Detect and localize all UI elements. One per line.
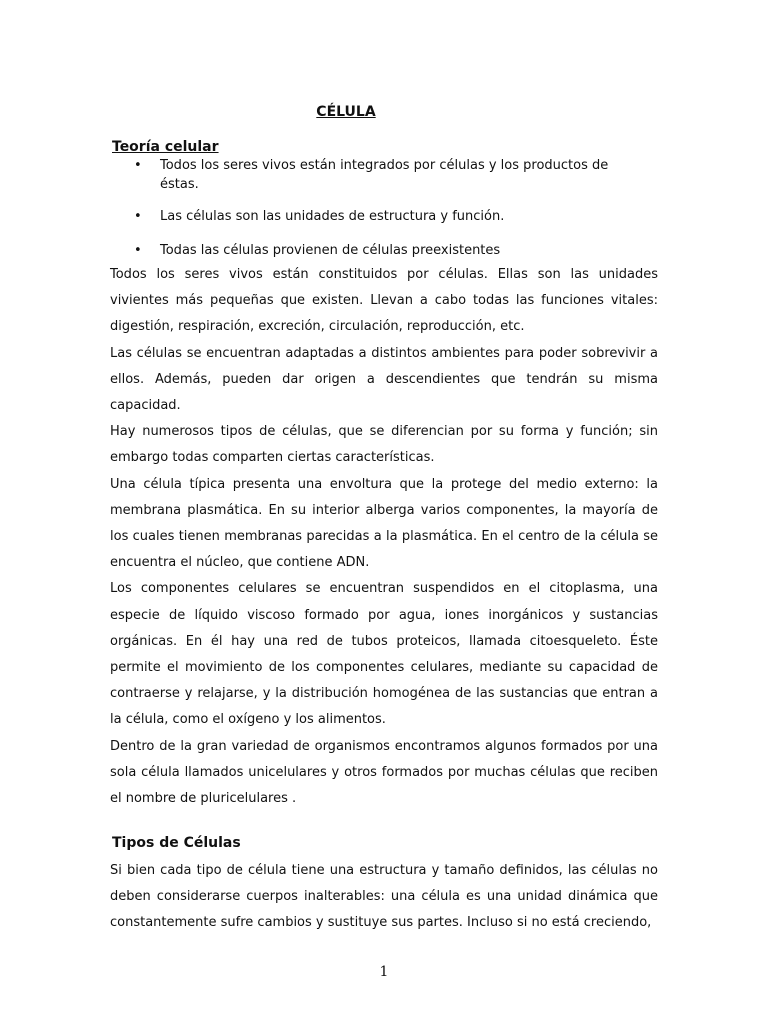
paragraph: Todos los seres vivos están constituidos por células. Ellas son las unidades vivientes más pequeñas que existen. Llevan a cabo todas las funciones vitales: digestión, respiración, excreción, circulación, reproducción, etc. xyxy=(110,267,658,335)
bullet-list xyxy=(130,156,640,275)
list-item xyxy=(130,156,640,194)
section-heading-tipos-de-celulas: Tipos de Células xyxy=(112,835,241,851)
section-heading-teoria-celular: Teoría celular xyxy=(112,139,219,155)
paragraph: Dentro de la gran variedad de organismos encontramos algunos formados por una sola célula llamados unicelulares y otros formados por muchas células que reciben el nombre de pluricelulares . xyxy=(110,738,658,807)
section-body-tipos-de-celulas xyxy=(110,858,658,937)
list-item-text: Las células son las unidades de estructura y función. xyxy=(160,209,505,224)
page-number: 1 xyxy=(379,964,389,980)
list-item xyxy=(130,207,640,226)
paragraph: Las células se encuentran adaptadas a distintos ambientes para poder sobrevivir a ellos. Además, pueden dar origen a descendientes que tendrán su misma capacidad. xyxy=(110,345,658,414)
paragraph: Si bien cada tipo de célula tiene una estructura y tamaño definidos, las células no deben considerarse cuerpos inalterables: una célula es una unidad dinámica que constantemente sufre cambios y sustituye sus partes. Incluso si no está creciendo, xyxy=(110,863,658,931)
list-item xyxy=(130,241,640,260)
paragraph: Los componentes celulares se encuentran suspendidos en el citoplasma, una especie de líquido viscoso formado por agua, iones inorgánicos y sustancias orgánicas. En él hay una red de tubos proteicos, llamada citoesqueleto. Éste permite el movimiento de los componentes celulares, mediante su capacidad de contraerse y relajarse, y la distribución homogénea de las sustancias que entran a la célula, como el oxígeno y los alimentos. xyxy=(110,581,658,728)
list-item-text: Todas las células provienen de células preexistentes xyxy=(160,243,501,258)
bullet-icon: • xyxy=(134,243,142,258)
bullet-icon: • xyxy=(134,209,142,224)
section-body-teoria-celular xyxy=(110,262,658,812)
document-title: CÉLULA xyxy=(316,104,376,120)
paragraph: Una célula típica presenta una envoltura que la protege del medio externo: la membrana plasmática. En su interior alberga varios componentes, la mayoría de los cuales tienen membranas parecidas a la plasmática. En el centro de la célula se encuentra el núcleo, que contiene ADN. xyxy=(110,476,658,571)
list-item-text: Todos los seres vivos están integrados por células y los productos de éstas. xyxy=(160,158,609,192)
bullet-icon: • xyxy=(134,158,142,173)
paragraph: Hay numerosos tipos de células, que se diferencian por su forma y función; sin embargo todas comparten ciertas características. xyxy=(110,424,658,466)
